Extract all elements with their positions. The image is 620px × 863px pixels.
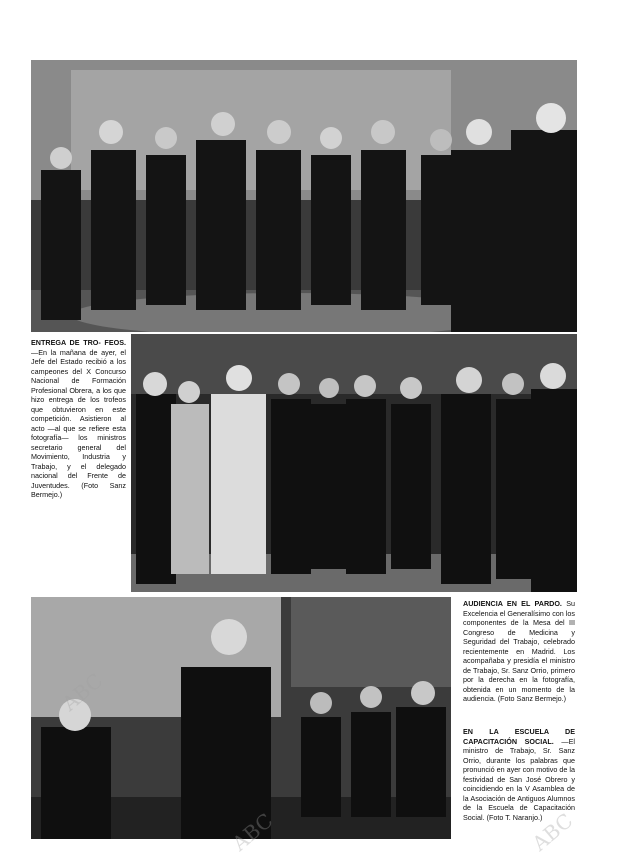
watermark: ABC: [227, 808, 278, 856]
photo-escuela-capacitacion: [31, 597, 451, 839]
caption-escuela: [463, 727, 575, 842]
caption-trophies-head: ENTREGA DE TRO- FEOS.: [31, 338, 126, 347]
caption-escuela-head: EN LA ESCUELA DE CAPACITACIÓN SOCIAL.: [463, 727, 575, 746]
caption-audiencia: [463, 599, 575, 719]
photo-audiencia-image: [131, 334, 577, 592]
caption-audiencia-head: AUDIENCIA EN EL PARDO.: [463, 599, 567, 608]
photo-audiencia-el-pardo: [131, 334, 577, 592]
caption-escuela-body: —El ministro de Trabajo, Sr. Sanz Orrio, durante los palabras que pronunció en ayer con motivo de la festividad de San José Obrero y coincidiendo en la V Asamblea de la Asociación de Antiguos Alumnos de la Escuela de Capacitación Social. (Foto T. Naranjo.): [463, 736, 575, 822]
watermark: ABC: [57, 668, 108, 716]
photo-trophies-ceremony: [31, 60, 577, 332]
watermark: ABC: [527, 808, 578, 856]
caption-trophies: [31, 338, 126, 499]
photo-escuela-image: [31, 597, 451, 839]
caption-audiencia-body: Su Excelencia el Generalísimo con los componentes de la Mesa del III Congreso de Medicina y Seguridad del Trabajo, celebrado recientemente en Madrid. Los acompañaba y presidía el ministro de Trabajo, Sr. Sanz Orrio, primero por la derecha en la fotografía, obtenida en un momento de la audiencia. (Foto Sanz Bermejo.): [463, 599, 575, 703]
caption-trophies-body: —En la mañana de ayer, el Jefe del Estado recibió a los campeones del X Concurso Nacional de Formación Profesional Obrera, a los que hizo entrega de los trofeos que obtuvieron en este competición. Asistieron al acto —al que se refiere esta fotografía— los ministros secretario general del Movimiento, Industria y Trabajo, y el delegado nacional del Frente de Juventudes. (Foto Sanz Bermejo.): [31, 347, 126, 499]
photo-trophies-image: [31, 60, 577, 332]
